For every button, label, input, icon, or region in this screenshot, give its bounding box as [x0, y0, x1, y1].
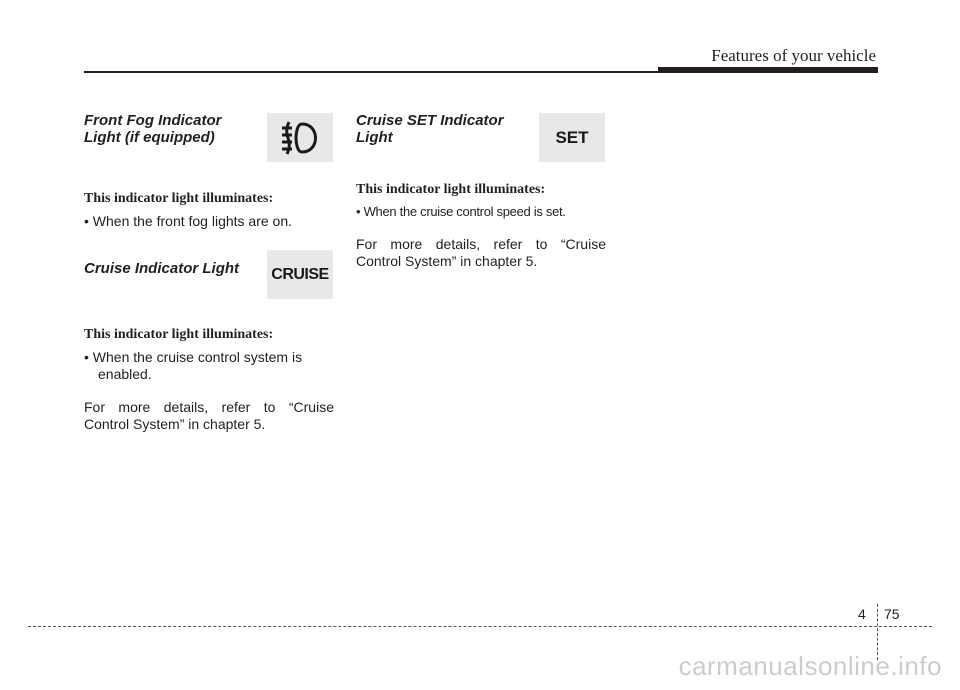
cruise-set-heading-line1: Cruise SET Indicator: [356, 112, 504, 129]
cruise-set-label: This indicator light illuminates:: [356, 182, 546, 197]
cruise-bullet: • When the cruise control system is enabled.: [84, 349, 303, 382]
cruise-set-icon-box: [539, 113, 605, 162]
footer-rule: [28, 626, 932, 627]
front-fog-bullet: • When the front fog lights are on.: [84, 213, 293, 229]
page-number: 75: [884, 606, 900, 622]
cruise-set-bullet: • When the cruise control speed is set.: [356, 204, 566, 219]
cruise-icon-box: [267, 250, 333, 299]
front-fog-heading-line1: Front Fog Indicator: [84, 112, 222, 129]
front-fog-light-icon: [278, 118, 322, 158]
cruise-set-heading-line2: Light: [356, 129, 393, 146]
front-fog-label: This indicator light illuminates:: [84, 191, 274, 206]
front-fog-icon-box: [267, 113, 333, 162]
front-fog-heading-line2: Light (if equipped): [84, 129, 215, 146]
chapter-number: 4: [858, 606, 866, 622]
header-rule-thin: [84, 71, 660, 73]
header-title: Features of your vehicle: [711, 46, 876, 65]
watermark: carmanualsonline.info: [678, 651, 942, 681]
cruise-indicator-icon: CRUISE: [271, 265, 329, 283]
cruise-para: For more details, refer to “Cruise Control System” in chapter 5.: [84, 399, 334, 432]
cruise-heading: Cruise Indicator Light: [84, 260, 240, 277]
cruise-set-para: For more details, refer to “Cruise Control System” in chapter 5.: [356, 236, 606, 269]
cruise-label: This indicator light illuminates:: [84, 327, 274, 342]
cruise-set-indicator-icon: SET: [555, 127, 589, 147]
header-rule-thick: [658, 67, 878, 73]
